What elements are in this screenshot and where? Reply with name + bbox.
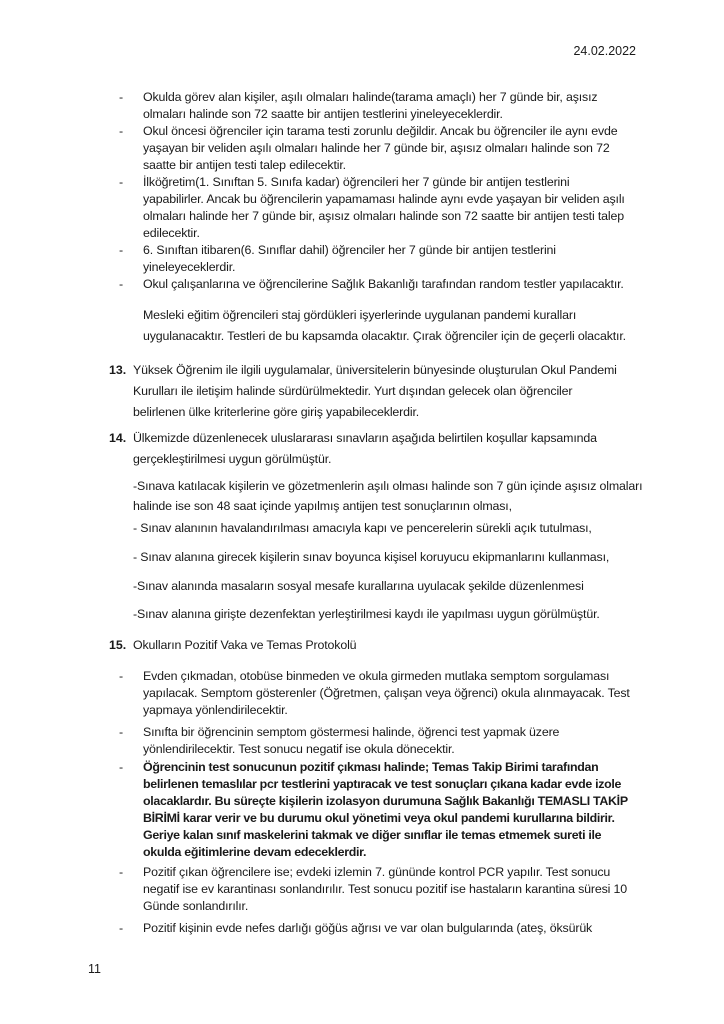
protocol-bullet-line: yönlendirilecektir. Test sonucu negatif ise okula dönecektir. bbox=[143, 742, 455, 756]
section-15-title: Okulların Pozitif Vaka ve Temas Protokolü bbox=[133, 638, 357, 652]
bullet-dash: - bbox=[119, 90, 124, 104]
bullet-text-line: saatte bir antijen testi talep edilecektir. bbox=[143, 158, 346, 172]
note-text-line: Mesleki eğitim öğrencileri staj gördükleri işyerlerinde uygulanan pandemi kuralları bbox=[143, 308, 577, 322]
protocol-bullet-line: Pozitif çıkan öğrencilere ise; evdeki izlemin 7. gününde kontrol PCR yapılır. Test sonucu bbox=[143, 865, 611, 879]
protocol-bullet-line: Öğrencinin test sonucunun pozitif çıkması halinde; Temas Takip Birimi tarafından bbox=[143, 760, 599, 774]
protocol-bullet-line: Evden çıkmadan, otobüse binmeden ve okula girmeden mutlaka semptom sorgulaması bbox=[143, 669, 610, 683]
bullet-text-line: Okulda görev alan kişiler, aşılı olmaları halinde(tarama amaçlı) her 7 günde bir, aşısız bbox=[143, 90, 598, 104]
protocol-bullet-line: okulda eğitimlerine devam edeceklerdir. bbox=[143, 845, 367, 859]
protocol-bullet-line: belirlenen temaslılar pcr testlerini yaptıracak ve test sonuçları çıkana kadar evde izole bbox=[143, 777, 622, 791]
bullet-text-line: olmaları halinde her 7 günde bir, aşısız olmaları halinde son 72 saatte bir antijen testi talep bbox=[143, 209, 624, 223]
protocol-bullet-line: Pozitif kişinin evde nefes darlığı göğüs ağrısı ve var olan bulgularında (ateş, öksürük bbox=[143, 921, 593, 935]
protocol-bullet-line: yapılacak. Semptom gösterenler (Öğretmen, çalışan veya öğrenci) okula alınmayacak. Test bbox=[143, 686, 630, 700]
section-14-text-line: Ülkemizde düzenlenecek uluslararası sınavların aşağıda belirtilen koşullar kapsamında bbox=[133, 431, 597, 445]
bullet-dash: - bbox=[119, 124, 124, 138]
exam-condition-line: -Sınav alanında masaların sosyal mesafe kurallarına uyulacak şekilde düzenlenmesi bbox=[133, 579, 584, 593]
bullet-text-line: Okul öncesi öğrenciler için tarama testi zorunlu değildir. Ancak bu öğrenciler ile aynı evde bbox=[143, 124, 618, 138]
bullet-dash: - bbox=[119, 277, 124, 291]
exam-condition-line: -Sınava katılacak kişilerin ve gözetmenlerin aşılı olması halinde son 7 gün içinde aşısız olmaları bbox=[133, 479, 643, 493]
bullet-text-line: yapabilirler. Ancak bu öğrencilerin yapamaması halinde aynı evde yaşayan bir veliden aşılı bbox=[143, 192, 625, 206]
bullet-text-line: yineleyeceklerdir. bbox=[143, 260, 236, 274]
bullet-dash: - bbox=[119, 243, 124, 257]
page-number: 11 bbox=[88, 962, 101, 976]
bullet-text-line: 6. Sınıftan itibaren(6. Sınıflar dahil) öğrenciler her 7 günde bir antijen testlerini bbox=[143, 243, 556, 257]
protocol-bullet-line: Geriye kalan sınıf maskelerini takmak ve diğer sınıflar ile temas etmemek sureti ile bbox=[143, 828, 602, 842]
note-text-line: uygulanacaktır. Testleri de bu kapsamda olacaktır. Çırak öğrenciler için de geçerli olacaktır. bbox=[143, 329, 626, 343]
bullet-text-line: yaşayan bir veliden aşılı olmaları halinde her 7 günde bir, aşısız olmaları halinde son 72 bbox=[143, 141, 610, 155]
section-13-text-line: Yüksek Öğrenim ile ilgili uygulamalar, üniversitelerin bünyesinde oluşturulan Okul Pandemi bbox=[133, 363, 617, 377]
protocol-bullet-line: Sınıfta bir öğrencinin semptom göstermesi halinde, öğrenci test yapmak üzere bbox=[143, 725, 560, 739]
exam-condition-line: - Sınav alanına girecek kişilerin sınav boyunca kişisel koruyucu ekipmanlarını kullanması, bbox=[133, 550, 610, 564]
bullet-text-line: olmaları halinde son 72 saatte bir antijen testlerini yineleyeceklerdir. bbox=[143, 107, 503, 121]
section-14-text-line: gerçekleştirilmesi uygun görülmüştür. bbox=[133, 452, 332, 466]
bullet-dash: - bbox=[119, 175, 124, 189]
section-number: 15. bbox=[109, 638, 127, 652]
bullet-dash: - bbox=[119, 760, 124, 774]
section-13-text-line: belirlenen ülke kriterlerine göre giriş yapabileceklerdir. bbox=[133, 405, 420, 419]
section-13-text-line: Kurulları ile iletişim halinde sürdürülmektedir. Yurt dışından gelecek olan öğrenciler bbox=[133, 384, 573, 398]
bullet-dash: - bbox=[119, 921, 124, 935]
bullet-text-line: Okul çalışanlarına ve öğrencilerine Sağlık Bakanlığı tarafından random testler yapılacaktır. bbox=[143, 277, 624, 291]
bullet-dash: - bbox=[119, 865, 124, 879]
exam-condition-line: halinde ise son 48 saat içinde yapılmış antijen test sonuçlarının olması, bbox=[133, 499, 512, 513]
bullet-text-line: edilecektir. bbox=[143, 226, 200, 240]
bullet-text-line: İlköğretim(1. Sınıftan 5. Sınıfa kadar) öğrencileri her 7 günde bir antijen testlerini bbox=[143, 175, 570, 189]
header-date: 24.02.2022 bbox=[573, 44, 636, 58]
protocol-bullet-line: yapmaya yönlendirilecektir. bbox=[143, 703, 288, 717]
exam-condition-line: - Sınav alanının havalandırılması amacıyla kapı ve pencerelerin sürekli açık tutulması, bbox=[133, 521, 592, 535]
exam-condition-line: -Sınav alanına girişte dezenfektan yerleştirilmesi kaydı ile yapılması uygun görülmüştür. bbox=[133, 607, 600, 621]
bullet-dash: - bbox=[119, 725, 124, 739]
section-number: 13. bbox=[109, 363, 127, 377]
protocol-bullet-line: BİRİMİ karar verir ve bu durumu okul yönetimi veya okul pandemi kurullarına bildirir. bbox=[143, 811, 615, 825]
protocol-bullet-line: negatif ise ev karantinası sonlandırılır. Test sonucu pozitif ise hastaların karantina süresi 10 bbox=[143, 882, 628, 896]
bullet-dash: - bbox=[119, 669, 124, 683]
section-number: 14. bbox=[109, 431, 127, 445]
protocol-bullet-line: Günde sonlandırılır. bbox=[143, 899, 249, 913]
protocol-bullet-line: olacaklardır. Bu süreçte kişilerin izolasyon durumuna Sağlık Bakanlığı TEMASLI TAKİP bbox=[143, 794, 628, 808]
